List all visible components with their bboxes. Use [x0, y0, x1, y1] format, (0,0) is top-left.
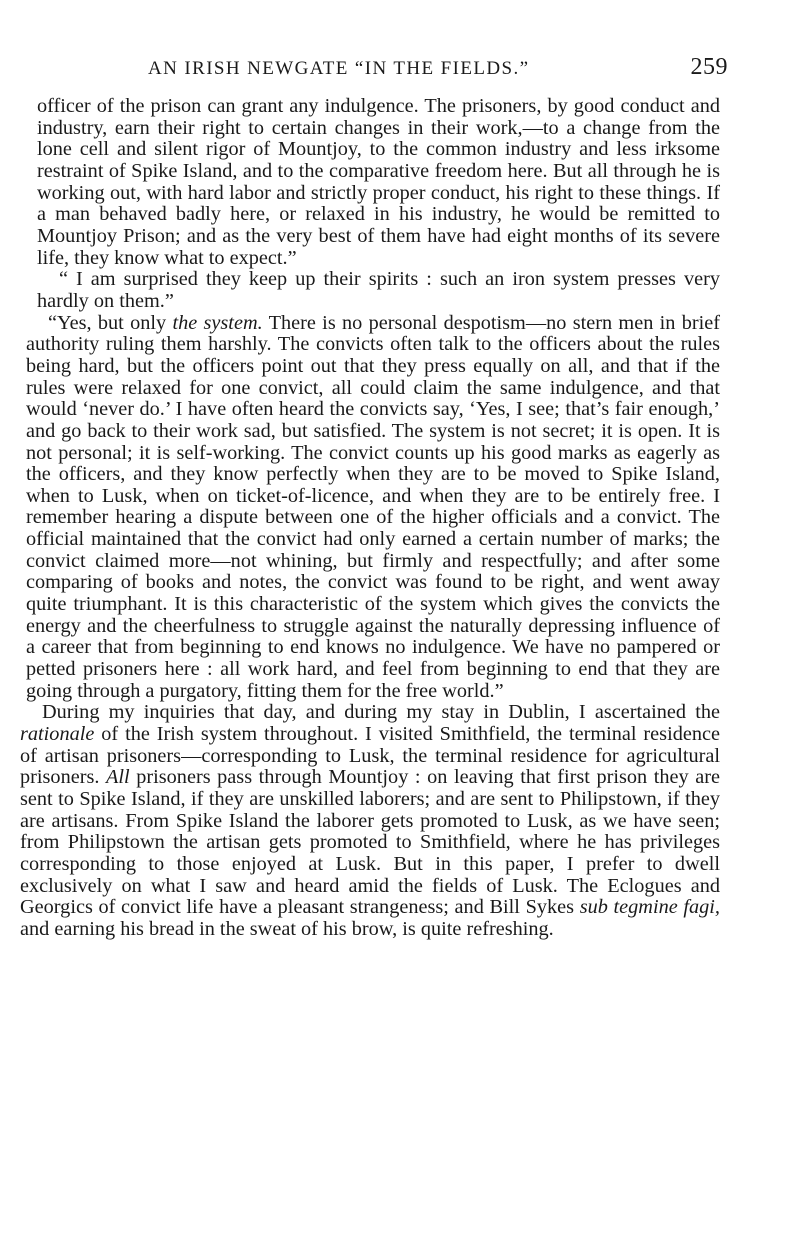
text-run: During my inquiries that day, and during my stay in Dublin, I ascertained the — [42, 701, 720, 724]
paragraph-continued — [16, 96, 720, 269]
text-run: of the Irish system throughout. I visited Smithfield, the terminal residence of artisan prisoners—corresponding to Lusk, the terminal residence for agricultural prisoners. — [20, 723, 720, 789]
italic-run: sub tegmine fagi, — [579, 896, 720, 919]
running-title: AN IRISH NEWGATE “IN THE FIELDS.” — [148, 58, 530, 79]
text-run: There is no personal despotism—no stern men in brief authority ruling them harshly. The convicts often talk to the officers about the rules being hard, but the officers point out that they press equally on all, and that if the rules were relaxed for one convict, all could claim the same indulgence, and that would ‘never do.’ I have often heard the convicts say, ‘Yes, I see; that’s fair enough,’ and go back to their work sad, but satisfied. The system is not secret; it is open. It is not personal; it is self-working. The convict counts up his good marks as eagerly as the officers, and they know perfectly when they are to be moved to Spike Island, when to Lusk, when on ticket-of-licence, and when they are to be entirely free. I remember hearing a dispute between one of the higher officials and a convict. The official maintained that the convict had only earned a certain number of marks; the convict claimed more—not whining, but firmly and respectfully; and after some comparing of books and notes, the convict was found to be right, and went away quite triumphant. It is this characteristic of the system which gives the convicts the energy and the cheerfulness to struggle against the naturally depressing influence of a career that from beginning to end knows no indulgence. We have no pampered or petted prisoners here : all work hard, and feel from beginning to end that they are going through a purgatory, fitting them for the free world.” — [26, 311, 720, 702]
text-run: and earning his bread in the sweat of his brow, is quite refreshing. — [20, 917, 554, 940]
text-run: “Yes, but only — [48, 311, 173, 334]
page-header — [148, 54, 728, 84]
italic-run: rationale — [20, 723, 95, 746]
italic-run: All — [106, 766, 130, 789]
paragraph-inquiries — [16, 702, 720, 940]
body-text — [16, 96, 720, 941]
page-number: 259 — [690, 54, 728, 80]
paragraph-system — [16, 313, 720, 703]
text-run: officer of the prison can grant any indulgence. The prisoners, by good conduct and industry, earn their right to certain changes in their work,—to a change from the lone cell and silent rigor of Mountjoy, to the common industry and less irksome restraint of Spike Island, and to the comparative freedom here. But all through he is working out, with hard labor and strictly proper conduct, his right to these things. If a man behaved badly here, or relaxed in his industry, he would be remitted to Mountjoy Prison; and as the very best of them have had eight months of its severe life, they know what to expect.” — [37, 95, 720, 269]
text-run: “ I am surprised they keep up their spirits : such an iron system presses very hardly on them.” — [37, 268, 720, 312]
paragraph-spirits — [16, 269, 720, 312]
text-run: prisoners pass through Mountjoy : on leaving that first prison they are sent to Spike Island, if they are unskilled laborers; and are sent to Philipstown, if they are artisans. From Spike Island the laborer gets promoted to Lusk, as we have seen; from Philipstown the artisan gets promoted to Smithfield, where he has privileges corresponding to those enjoyed at Lusk. But in this paper, I prefer to dwell exclusively on what I saw and heard amid the fields of Lusk. The Eclogues and Georgics of convict life have a pleasant strangeness; and Bill Sykes — [20, 766, 720, 919]
italic-run: the system. — [172, 311, 263, 334]
